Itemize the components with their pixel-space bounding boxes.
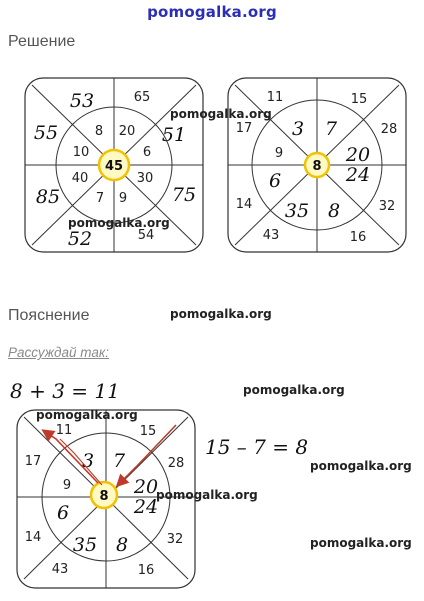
puzzle-1-inner-rt: 6 [142,145,152,160]
puzzle-3-inner-br: 8 [115,534,129,556]
puzzle-3-outer-br: 16 [137,563,155,578]
puzzle-2-inner-rt: 20 [345,144,371,166]
solution-heading: Решение [8,33,76,50]
puzzle-2-diagram [227,77,407,253]
watermark: pomogalka.org [36,408,138,422]
equation-1-text: 8 + 3 = 11 [10,379,120,403]
puzzle-3-inner-tr: 7 [112,450,126,472]
puzzle-1-outer-rb: 75 [171,184,197,206]
puzzle-1-inner-tr: 20 [118,124,136,139]
puzzle-2-outer-rt: 28 [380,122,398,137]
puzzle-3-outer-lb: 14 [24,530,42,545]
puzzle-1-outer-br: 54 [137,228,155,243]
puzzle-2-inner-rb: 24 [345,164,371,186]
puzzle-3-outer-rb: 32 [166,532,184,547]
puzzle-2-outer-lb: 14 [235,197,253,212]
site-title[interactable]: pomogalka.org [147,3,277,21]
puzzle-1-inner-rb: 30 [136,171,154,186]
watermark: pomogalka.org [68,216,170,230]
puzzle-2-outer-tr: 15 [350,92,368,107]
equation-2-text: 15 – 7 = 8 [205,435,309,459]
watermark: pomogalka.org [156,488,258,502]
puzzle-2-outer-bl: 43 [262,228,280,243]
puzzle-3-inner-tl: 3 [81,450,95,472]
puzzle-3-inner-rb: 24 [133,496,159,518]
puzzle-2-outer-lt: 17 [235,121,253,136]
equation-1 [10,374,130,406]
watermark: pomogalka.org [170,107,272,121]
puzzle-1-outer-lb: 85 [35,186,61,208]
reason-link[interactable]: Рассуждай так: [8,345,110,360]
puzzle-3-outer-rt: 28 [167,456,185,471]
puzzle-2-outer-tl: 11 [266,90,284,105]
explanation-heading: Пояснение [8,307,90,324]
watermark: pomogalka.org [170,307,272,321]
watermark: pomogalka.org [243,383,345,397]
puzzle-3-inner-rt: 20 [133,476,159,498]
puzzle-3-center-value: 8 [99,489,109,504]
puzzle-1-inner-bl: 7 [95,191,105,206]
puzzle-1-inner-br: 9 [118,191,128,206]
puzzle-1-outer-tr: 65 [133,90,151,105]
puzzle-3-inner-lt: 9 [62,478,72,493]
puzzle-2-outer-rb: 32 [378,199,396,214]
puzzle-3-outer-tr: 15 [139,424,157,439]
puzzle-1-center-value: 45 [104,159,124,174]
watermark: pomogalka.org [310,536,412,550]
puzzle-2-inner-tl: 3 [291,118,305,140]
puzzle-3-outer-bl: 43 [51,562,69,577]
puzzle-2-inner-br: 8 [327,200,341,222]
puzzle-3-inner-bl: 35 [72,534,98,556]
puzzle-1-outer-lt: 55 [33,122,59,144]
puzzle-1-outer-rt: 51 [161,124,187,146]
equation-2 [205,428,325,462]
puzzle-2-inner-lt: 9 [274,146,284,161]
puzzle-2-inner-lb: 6 [268,170,282,192]
puzzle-3-inner-lb: 6 [56,502,70,524]
puzzle-1-outer-tl: 53 [69,90,95,112]
puzzle-1-outer-bl: 52 [67,228,93,250]
puzzle-2-inner-tr: 7 [324,118,338,140]
puzzle-2-inner-bl: 35 [284,200,310,222]
puzzle-3-outer-tl: 11 [55,423,73,438]
watermark: pomogalka.org [310,459,412,473]
puzzle-2-outer-br: 16 [349,230,367,245]
puzzle-3-outer-lt: 17 [24,454,42,469]
puzzle-1-inner-lt: 10 [72,145,90,160]
puzzle-1-inner-tl: 8 [94,124,104,139]
puzzle-1-inner-lb: 40 [71,171,89,186]
puzzle-2-center-value: 8 [312,159,322,174]
